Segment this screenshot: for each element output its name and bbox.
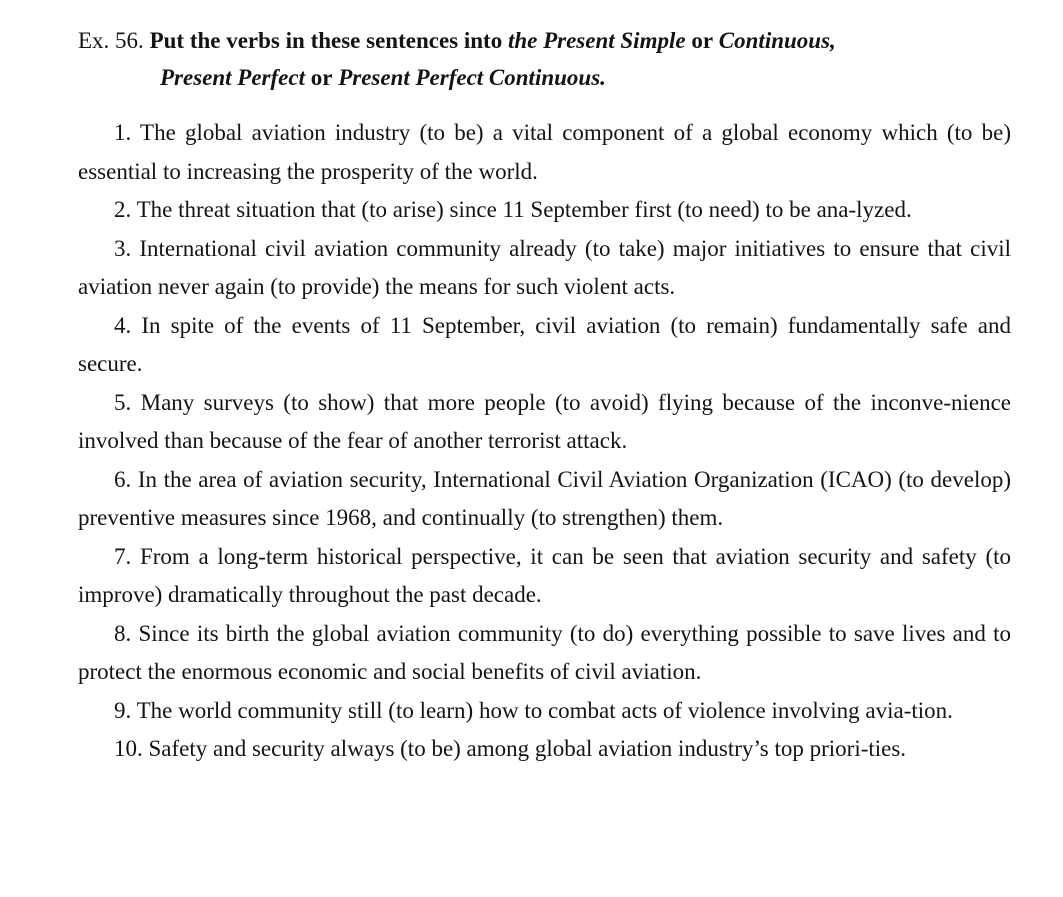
- exercise-heading: [78, 22, 1011, 96]
- tense-present-perfect: Present Perfect: [160, 65, 305, 90]
- sentence-9: 9. The world community still (to learn) how to combat acts of violence involving avia-tion.: [114, 697, 953, 723]
- sentence-4: 4. In spite of the events of 11 September, civil aviation (to remain) fundamentally safe and secure.: [78, 312, 1011, 376]
- sentence-6: 6. In the area of aviation security, International Civil Aviation Organization (ICAO) (to develop) preventive measures since 1968, and continually (to strengthen) them.: [78, 466, 1011, 530]
- sentence-list: [78, 114, 1011, 769]
- conjunction-or: or: [310, 65, 333, 90]
- conjunction-or: or: [691, 28, 714, 53]
- tense-present-perfect-continuous: Present Perfect Continuous.: [338, 65, 606, 90]
- instruction-text: Put the verbs in these sentences into: [149, 28, 503, 53]
- sentence-5: 5. Many surveys (to show) that more people (to avoid) flying because of the inconve-nience involved than because of the fear of another terrorist attack.: [78, 389, 1011, 453]
- sentence-8: 8. Since its birth the global aviation community (to do) everything possible to save lives and to protect the enormous economic and social benefits of civil aviation.: [78, 620, 1011, 684]
- exercise-number: Ex. 56.: [78, 28, 144, 53]
- sentence-3: 3. International civil aviation community already (to take) major initiatives to ensure that civil aviation never again (to provide) the means for such violent acts.: [78, 235, 1011, 299]
- tense-continuous: Continuous,: [718, 28, 836, 53]
- heading-line-2: [78, 59, 1011, 96]
- sentence-10: 10. Safety and security always (to be) among global aviation industry’s top priori-ties.: [114, 736, 907, 761]
- sentence-7: 7. From a long-term historical perspective, it can be seen that aviation security and safety (to improve) dramatically throughout the past decade.: [78, 543, 1011, 607]
- sentence-2: 2. The threat situation that (to arise) since 11 September first (to need) to be ana-lyzed.: [114, 197, 912, 222]
- tense-present-simple: the Present Simple: [507, 28, 686, 53]
- sentence-1: 1. The global aviation industry (to be) a vital component of a global economy which (to be) essential to increasing the prosperity of the world.: [78, 120, 1011, 184]
